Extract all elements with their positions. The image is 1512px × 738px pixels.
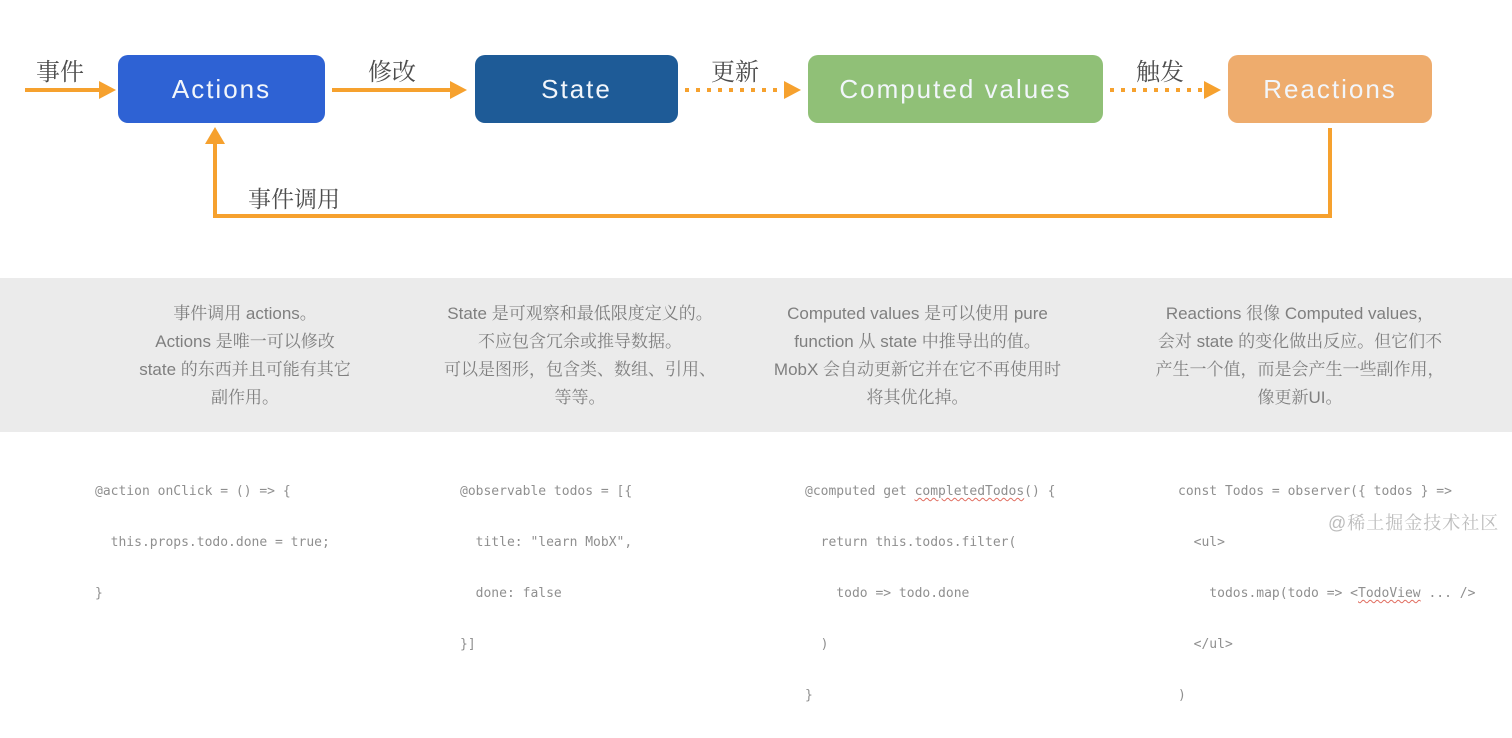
- description-line: function 从 state 中推导出的值。: [794, 332, 1041, 351]
- description-line: state 的东西并且可能有其它: [139, 360, 351, 379]
- description-line: Reactions 很像 Computed values，: [1165, 304, 1435, 323]
- description-line: 像更新UI。: [1257, 388, 1343, 407]
- actions-node: Actions: [118, 55, 325, 123]
- update-arrow-head: [784, 81, 801, 99]
- code-line: @observable todos = [{: [460, 484, 633, 499]
- state-code-snippet: [460, 449, 632, 687]
- description-line: Actions 是唯一可以修改: [155, 332, 335, 351]
- actions-code-snippet: [95, 449, 330, 636]
- update-label: 更新: [711, 59, 759, 86]
- code-line: title: "learn MobX",: [460, 535, 633, 550]
- description-line: 将其优化掉。: [866, 388, 969, 407]
- loop-arrow-head: [205, 127, 225, 144]
- code-text: todos.map(todo => <: [1178, 586, 1359, 601]
- description-line: 副作用。: [211, 388, 279, 407]
- description-band: [0, 278, 1512, 432]
- event-arrow-head: [99, 81, 116, 99]
- description-line: 可以是图形，包含类、数组、引用、: [444, 360, 716, 379]
- modify-label: 修改: [368, 59, 416, 86]
- code-line: todo => todo.done: [805, 586, 970, 601]
- computed-code-snippet: [805, 449, 1055, 738]
- code-line: </ul>: [1178, 637, 1233, 652]
- code-text: ... />: [1420, 586, 1476, 601]
- code-line: done: false: [460, 586, 562, 601]
- code-line: }: [95, 586, 103, 601]
- trigger-label: 触发: [1136, 59, 1184, 86]
- code-line: }: [805, 688, 813, 703]
- computed-values-node: Computed values: [808, 55, 1103, 123]
- modify-arrow-head: [450, 81, 467, 99]
- reactions-node: Reactions: [1228, 55, 1432, 123]
- description-line: 等等。: [554, 388, 606, 407]
- description-line: 不应包含冗余或推导数据。: [478, 332, 682, 351]
- code-line: @action onClick = () => {: [95, 484, 291, 499]
- loop-right-vertical-line: [1328, 128, 1332, 218]
- update-arrow-shaft: [685, 88, 785, 92]
- description-line: MobX 会自动更新它并在它不再使用时: [773, 360, 1062, 379]
- juejin-watermark: @稀土掘金技术社区: [1328, 513, 1500, 533]
- code-line: [1178, 585, 1475, 602]
- actions-description: [55, 300, 435, 412]
- event-arrow-shaft: [25, 88, 105, 92]
- modify-arrow-shaft: [332, 88, 454, 92]
- trigger-arrow-head: [1204, 81, 1221, 99]
- reactions-code-snippet: [1178, 449, 1475, 738]
- code-line: [805, 483, 1055, 500]
- computed-description: [725, 300, 1110, 412]
- code-line: return this.todos.filter(: [805, 535, 1017, 550]
- loop-horizontal-line: [213, 214, 1332, 218]
- code-line: ): [1178, 688, 1186, 703]
- state-description: [390, 300, 770, 412]
- reactions-description: [1105, 300, 1495, 412]
- loop-left-vertical-line: [213, 143, 217, 218]
- trigger-arrow-shaft: [1110, 88, 1205, 92]
- code-text: () {: [1024, 484, 1056, 499]
- description-line: Computed values 是可以使用 pure: [787, 304, 1048, 323]
- spellcheck-underlined-text: completedTodos: [914, 484, 1025, 499]
- spellcheck-underlined-text: TodoView: [1358, 586, 1421, 601]
- description-line: State 是可观察和最低限度定义的。: [447, 304, 713, 323]
- state-node: State: [475, 55, 678, 123]
- description-line: 事件调用 actions。: [173, 304, 317, 323]
- code-line: this.props.todo.done = true;: [95, 535, 330, 550]
- event-label: 事件: [36, 59, 84, 86]
- code-line: <ul>: [1178, 535, 1225, 550]
- code-line: }]: [460, 637, 476, 652]
- event-callback-label: 事件调用: [248, 186, 340, 212]
- code-line: const Todos = observer({ todos } =>: [1178, 484, 1452, 499]
- description-line: 产生一个值，而是会产生一些副作用，: [1155, 360, 1445, 379]
- description-line: 会对 state 的变化做出反应。但它们不: [1157, 332, 1443, 351]
- code-line: ): [805, 637, 829, 652]
- code-text: @computed get: [805, 484, 915, 499]
